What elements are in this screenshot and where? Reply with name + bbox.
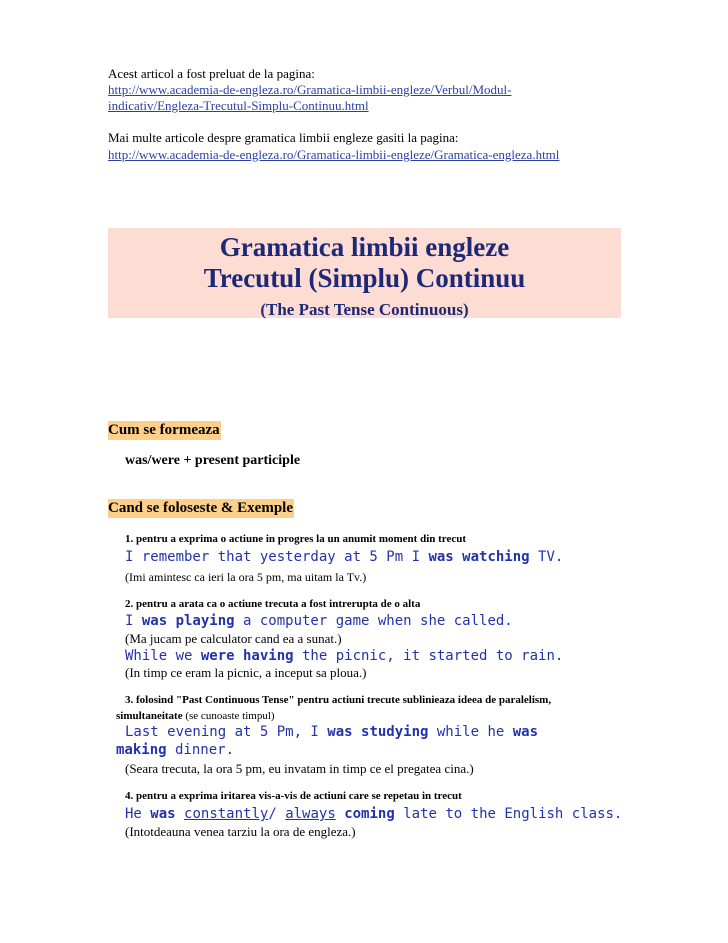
translation-3: (In timp ce eram la picnic, a inceput sa ploua.) [125, 665, 367, 680]
section-heading-formation: Cum se formeaza [108, 422, 220, 438]
rule-1: 1. pentru a exprima o actiune in progres la un anumit moment din trecut [125, 533, 467, 545]
example-4 [125, 723, 538, 741]
example-4-verb-2a: was [512, 724, 539, 740]
more-articles-url[interactable]: http://www.academia-de-engleza.ro/Gramatica-limbii-engleze/Gramatica-engleza.html [108, 147, 560, 162]
example-5-verb-1: was [150, 806, 176, 822]
page-subtitle: Trecutul (Simplu) Continuu [203, 263, 526, 293]
example-4-continued [116, 741, 234, 759]
rule-2: 2. pentru a arata ca o actiune trecuta a fost intrerupta de o alta [125, 598, 421, 610]
example-4-text-c: while he [428, 724, 513, 740]
example-5-verb-2: coming [344, 806, 395, 822]
example-3-text-c: the picnic, it started to rain. [293, 648, 564, 664]
example-1-text-c: TV. [529, 549, 564, 565]
example-3-verb: were having [200, 648, 294, 664]
translation-5: (Intotdeauna venea tarziu la ora de engleza.) [125, 824, 356, 839]
source-link-2[interactable] [108, 147, 559, 163]
rule-3-line-1: 3. folosind "Past Continuous Tense" pentru actiuni trecute sublinieaza ideea de paralelism, [125, 694, 552, 706]
more-articles-text: Mai multe articole despre gramatica limbii engleze gasiti la pagina: [108, 130, 459, 145]
page-subtitle-english: (The Past Tense Continuous) [260, 300, 469, 319]
formula-text: was/were + present participle [125, 453, 301, 468]
example-2-verb: was playing [141, 613, 235, 629]
translation-2: (Ma jucam pe calculator cand ea a sunat.) [125, 631, 342, 646]
example-5-text-a: He [125, 806, 151, 822]
example-4-text-end: dinner. [166, 742, 235, 758]
source-link-1-cont[interactable] [108, 98, 369, 114]
example-4-verb-1: was studying [327, 724, 429, 740]
page-title: Gramatica limbii engleze [219, 232, 510, 262]
rule-3-rest: (se cunoaste timpul) [182, 710, 275, 722]
source-url-part2[interactable]: indicativ/Engleza-Trecutul-Simplu-Continuu.html [108, 98, 369, 113]
example-5-separator: / [268, 806, 286, 822]
example-1-text-a: I remember that yesterday at 5 Pm I [125, 549, 429, 565]
source-link-1[interactable] [108, 82, 511, 98]
example-1-verb: was watching [428, 549, 530, 565]
example-2-text-c: a computer game when she called. [234, 613, 513, 629]
source-url-part1[interactable]: http://www.academia-de-engleza.ro/Gramatica-limbii-engleze/Verbul/Modul- [108, 82, 512, 97]
rule-3-line-2 [116, 710, 275, 722]
example-5 [125, 805, 622, 823]
example-5-adverb-1: constantly [184, 806, 269, 822]
rule-3-bold: simultaneitate [116, 710, 183, 722]
example-2 [125, 612, 513, 630]
example-5-adverb-2: always [285, 806, 336, 822]
rule-4: 4. pentru a exprima iritarea vis-a-vis de actiuni care se repetau in trecut [125, 790, 462, 802]
example-4-verb-2b: making [116, 742, 167, 758]
example-3-text-a: While we [125, 648, 201, 664]
example-1 [125, 548, 563, 566]
example-3 [125, 647, 563, 665]
translation-1: (Imi amintesc ca ieri la ora 5 pm, ma uitam la Tv.) [125, 570, 367, 584]
example-2-text-a: I [125, 613, 142, 629]
source-intro-text: Acest articol a fost preluat de la pagina: [108, 66, 315, 81]
translation-4: (Seara trecuta, la ora 5 pm, eu invatam in timp ce el pregatea cina.) [125, 761, 474, 776]
example-5-text-c: late to the English class. [394, 806, 623, 822]
example-4-text-a: Last evening at 5 Pm, I [125, 724, 328, 740]
section-heading-usage: Cand se foloseste & Exemple [108, 500, 293, 516]
